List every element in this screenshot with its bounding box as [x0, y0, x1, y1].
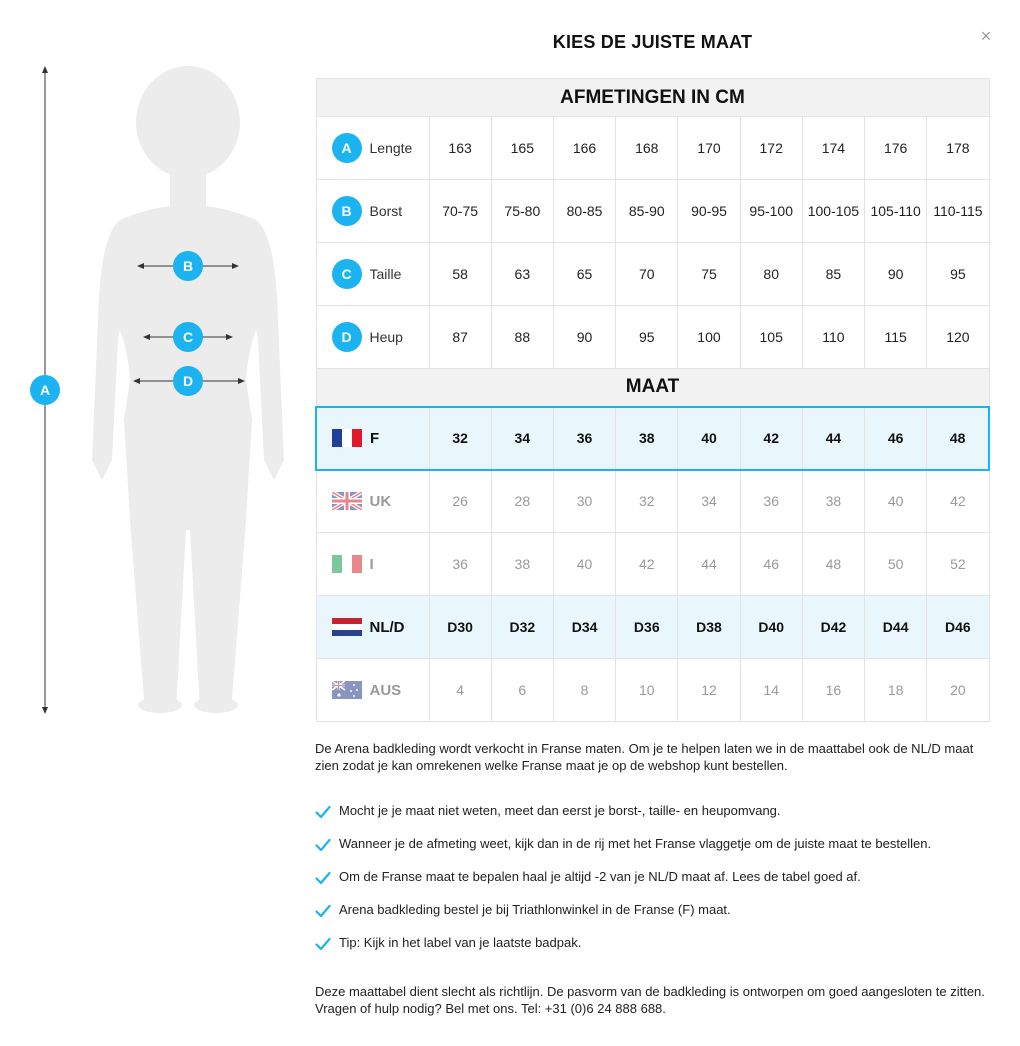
size-row — [316, 596, 989, 659]
measurement-value: 75-80 — [491, 180, 553, 243]
size-row — [316, 533, 989, 596]
measurement-value: 90 — [553, 306, 615, 369]
measurement-letter-badge: A — [332, 133, 362, 163]
netherlands-flag-icon — [332, 618, 362, 636]
marker-a: A — [30, 375, 60, 405]
size-label-cell — [316, 659, 429, 722]
measurement-value: 58 — [429, 243, 491, 306]
size-label-cell — [316, 596, 429, 659]
size-value: 44 — [678, 533, 740, 596]
size-value: 30 — [553, 470, 615, 533]
uk-flag-icon — [332, 492, 362, 510]
marker-b: B — [173, 251, 203, 281]
checkmark-icon — [315, 904, 331, 918]
size-value: 38 — [616, 407, 678, 470]
size-value: 40 — [553, 533, 615, 596]
measurement-value: 178 — [927, 117, 989, 180]
measurement-value: 110-115 — [927, 180, 989, 243]
measurement-value: 65 — [553, 243, 615, 306]
measurement-value: 87 — [429, 306, 491, 369]
measurement-value: 176 — [865, 117, 927, 180]
size-system-code: NL/D — [369, 618, 405, 636]
tip-item — [315, 803, 995, 836]
size-value: D38 — [678, 596, 740, 659]
size-value: 46 — [740, 533, 802, 596]
measurement-label-cell — [316, 243, 429, 306]
size-system-code: I — [369, 555, 374, 573]
tip-item — [315, 935, 995, 968]
measurement-value: 115 — [865, 306, 927, 369]
measurement-value: 100-105 — [802, 180, 864, 243]
measurement-label: Lengte — [369, 140, 413, 156]
body-figure — [0, 60, 310, 720]
measurement-letter-badge: D — [332, 322, 362, 352]
size-value: 32 — [616, 470, 678, 533]
size-value: D34 — [553, 596, 615, 659]
size-value: 48 — [927, 407, 989, 470]
measurement-value: 105 — [740, 306, 802, 369]
marker-d: D — [173, 366, 203, 396]
measurement-label: Heup — [369, 329, 403, 345]
measurement-value: 172 — [740, 117, 802, 180]
size-value: D32 — [491, 596, 553, 659]
size-label-cell — [316, 470, 429, 533]
measurement-value: 80 — [740, 243, 802, 306]
size-value: 10 — [616, 659, 678, 722]
size-system-code: AUS — [369, 681, 402, 699]
italy-flag-icon — [332, 555, 362, 573]
checkmark-icon — [315, 937, 331, 951]
size-value: 50 — [865, 533, 927, 596]
tip-text: Tip: Kijk in het label van je laatste badpak. — [339, 935, 582, 950]
measurement-label: Borst — [369, 203, 403, 219]
measurement-value: 85-90 — [616, 180, 678, 243]
measurement-value: 85 — [802, 243, 864, 306]
checkmark-icon — [315, 805, 331, 819]
size-value: 14 — [740, 659, 802, 722]
measurement-row — [316, 306, 989, 369]
measurement-value: 163 — [429, 117, 491, 180]
france-flag-icon — [332, 429, 362, 447]
page-title: KIES DE JUISTE MAAT — [552, 32, 753, 52]
size-value: 18 — [865, 659, 927, 722]
tip-text: Om de Franse maat te bepalen haal je altijd -2 van je NL/D maat af. Lees de tabel goed af. — [339, 869, 861, 884]
tips-list — [315, 803, 995, 968]
size-value: D42 — [802, 596, 864, 659]
tip-item — [315, 902, 995, 935]
measurement-label: Taille — [369, 266, 402, 282]
measurement-value: 174 — [802, 117, 864, 180]
size-value: 46 — [865, 407, 927, 470]
size-value: 34 — [678, 470, 740, 533]
measurement-value: 95 — [927, 243, 989, 306]
measurement-value: 170 — [678, 117, 740, 180]
measurement-value: 168 — [616, 117, 678, 180]
measurements-heading-row — [316, 79, 989, 117]
size-value: 48 — [802, 533, 864, 596]
measurement-value: 120 — [927, 306, 989, 369]
size-value: D46 — [927, 596, 989, 659]
size-value: 40 — [865, 470, 927, 533]
measurement-value: 100 — [678, 306, 740, 369]
measurement-letter-badge: C — [332, 259, 362, 289]
measurement-row — [316, 180, 989, 243]
measurement-value: 95-100 — [740, 180, 802, 243]
size-heading: MAAT — [316, 369, 989, 407]
size-row — [316, 470, 989, 533]
size-value: D30 — [429, 596, 491, 659]
checkmark-icon — [315, 838, 331, 852]
size-value: 16 — [802, 659, 864, 722]
measurement-value: 63 — [491, 243, 553, 306]
intro-text: De Arena badkleding wordt verkocht in Franse maten. Om je te helpen laten we in de maattabel ook de NL/D maat zien zodat je kan omrekenen welke Franse maat je op de webshop kunt bestellen. — [315, 741, 974, 773]
size-label-cell — [316, 533, 429, 596]
measurement-value: 105-110 — [865, 180, 927, 243]
size-value: 8 — [553, 659, 615, 722]
size-value: 34 — [491, 407, 553, 470]
measurement-value: 75 — [678, 243, 740, 306]
size-value: 28 — [491, 470, 553, 533]
tip-item — [315, 836, 995, 869]
size-value: 42 — [616, 533, 678, 596]
size-value: 40 — [678, 407, 740, 470]
size-value: D36 — [616, 596, 678, 659]
size-label-cell — [316, 407, 429, 470]
measurement-letter-badge: B — [332, 196, 362, 226]
size-value: 52 — [927, 533, 989, 596]
size-value: 42 — [740, 407, 802, 470]
size-value: D44 — [865, 596, 927, 659]
measurement-value: 166 — [553, 117, 615, 180]
tip-text: Wanneer je de afmeting weet, kijk dan in de rij met het Franse vlaggetje om de juiste maat te bestellen. — [339, 836, 932, 851]
measurement-label-cell — [316, 306, 429, 369]
measurement-value: 90 — [865, 243, 927, 306]
size-system-code: UK — [369, 492, 392, 510]
size-value: 26 — [429, 470, 491, 533]
size-value: 38 — [802, 470, 864, 533]
size-table — [315, 78, 990, 722]
measurement-value: 88 — [491, 306, 553, 369]
measurement-value: 110 — [802, 306, 864, 369]
tip-text: Mocht je je maat niet weten, meet dan eerst je borst-, taille- en heupomvang. — [339, 803, 781, 818]
footer-text: Deze maattabel dient slecht als richtlijn. De pasvorm van de badkleding is ontworpen om goed aangesloten te zitten. Vragen of hulp nodig? Bel met ons. Tel: +31 (0)6 24 888 688. — [315, 984, 985, 1016]
measurement-value: 70 — [616, 243, 678, 306]
size-system-code: F — [370, 429, 380, 447]
size-value: 12 — [678, 659, 740, 722]
size-value: D40 — [740, 596, 802, 659]
measurement-label-cell — [316, 180, 429, 243]
measurements-heading: AFMETINGEN IN CM — [316, 79, 989, 117]
measurement-value: 165 — [491, 117, 553, 180]
size-heading-row — [316, 369, 989, 407]
size-value: 6 — [491, 659, 553, 722]
tip-text: Arena badkleding bestel je bij Triathlonwinkel in de Franse (F) maat. — [339, 902, 731, 917]
measurement-row — [316, 117, 989, 180]
size-value: 42 — [927, 470, 989, 533]
size-value: 36 — [553, 407, 615, 470]
australia-flag-icon — [332, 681, 362, 699]
checkmark-icon — [315, 871, 331, 885]
size-value: 32 — [429, 407, 491, 470]
measurement-label-cell — [316, 117, 429, 180]
measurement-row — [316, 243, 989, 306]
size-value: 44 — [802, 407, 864, 470]
measurement-value: 90-95 — [678, 180, 740, 243]
size-row — [316, 407, 989, 470]
size-value: 38 — [491, 533, 553, 596]
size-value: 20 — [927, 659, 989, 722]
measurement-value: 95 — [616, 306, 678, 369]
tip-item — [315, 869, 995, 902]
size-value: 36 — [740, 470, 802, 533]
size-row — [316, 659, 989, 722]
measurement-value: 80-85 — [553, 180, 615, 243]
close-icon[interactable]: × — [980, 26, 992, 46]
size-value: 4 — [429, 659, 491, 722]
marker-c: C — [173, 322, 203, 352]
measurement-value: 70-75 — [429, 180, 491, 243]
size-value: 36 — [429, 533, 491, 596]
